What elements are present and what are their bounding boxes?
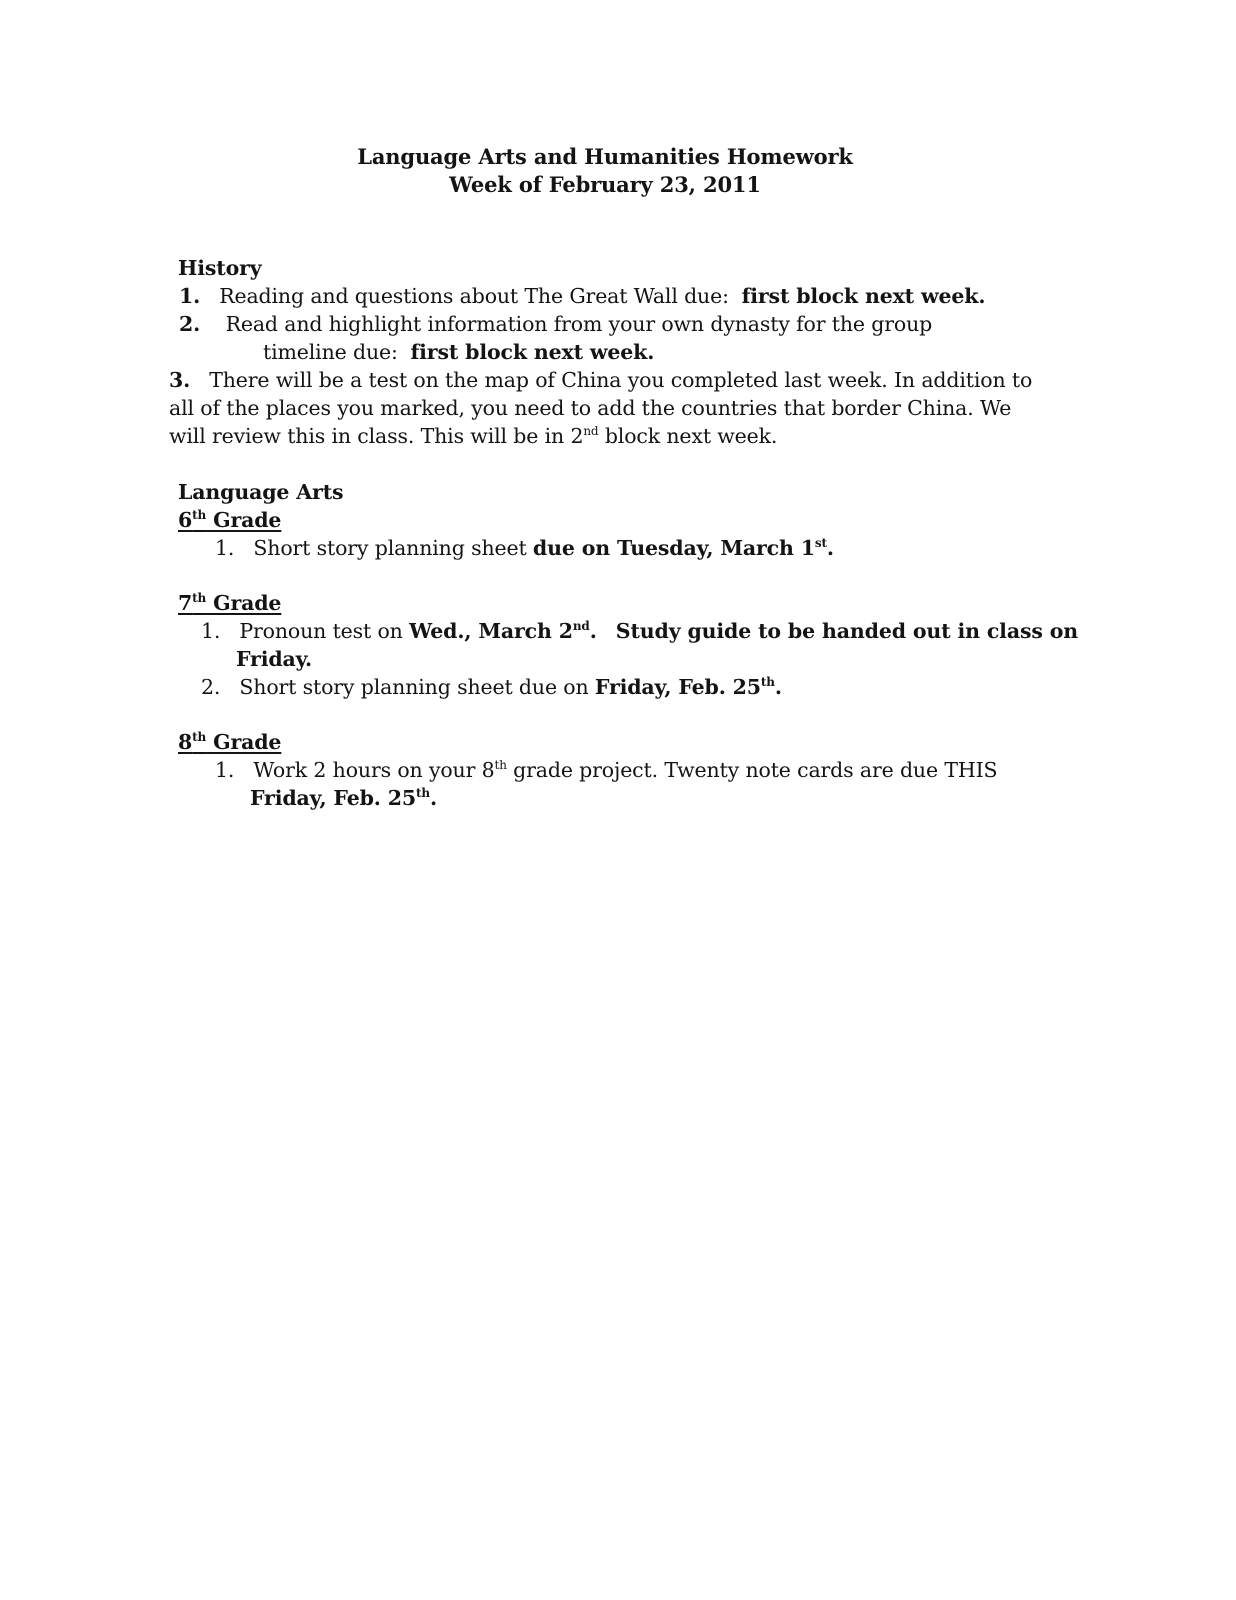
grade-7-item-1-cont: Friday. bbox=[236, 647, 313, 671]
history-item-3-number: 3. bbox=[169, 368, 191, 392]
grade-7-item-1-study-guide: Study guide to be handed out in class on bbox=[615, 619, 1078, 643]
grade-8-heading-text: Grade bbox=[206, 730, 282, 754]
grade-6-item-1-due bbox=[533, 536, 834, 560]
grade-7-item-2 bbox=[201, 673, 782, 701]
grade-7-item-2-end: . bbox=[774, 675, 782, 699]
grade-6-heading-sup: th bbox=[192, 508, 207, 522]
history-item-2-cont bbox=[263, 338, 654, 366]
grade-7-item-1 bbox=[201, 617, 1078, 645]
history-item-2-due: first block next week. bbox=[410, 340, 655, 364]
history-item-3-sup: nd bbox=[583, 424, 599, 438]
history-item-3-line-1: There will be a test on the map of China you completed last week. In addition to bbox=[209, 368, 1033, 392]
history-item-2-text: Read and highlight information from your own dynasty for the group bbox=[225, 312, 933, 336]
grade-7-item-2-sup: th bbox=[760, 675, 775, 689]
grade-7-item-1-number: 1. bbox=[201, 619, 221, 643]
history-item-1-number: 1. bbox=[179, 284, 201, 308]
history-item-2-number: 2. bbox=[179, 312, 201, 336]
history-item-3-line-3-text: will review this in class. This will be in 2 bbox=[169, 424, 584, 448]
grade-8-item-1-sup: th bbox=[494, 758, 507, 772]
grade-7-item-1-date bbox=[409, 619, 597, 643]
grade-6-item-1-due-text: due on Tuesday, March 1 bbox=[532, 536, 815, 560]
grade-8-item-1-text-end: grade project. Twenty note cards are due THIS bbox=[506, 758, 998, 782]
history-item-1-due: first block next week. bbox=[741, 284, 986, 308]
grade-8-item-1-number: 1. bbox=[215, 758, 235, 782]
history-item-1 bbox=[179, 282, 985, 310]
grade-7-heading-sup: th bbox=[192, 591, 207, 605]
grade-7-heading-text: Grade bbox=[206, 591, 282, 615]
grade-8-item-1-cont bbox=[250, 784, 437, 812]
history-item-2-text-cont: timeline due: bbox=[263, 340, 398, 364]
document-subtitle: Week of February 23, 2011 bbox=[449, 172, 761, 197]
grade-8-item-1-due-end: . bbox=[429, 786, 437, 810]
grade-6-item-1 bbox=[215, 534, 834, 562]
history-item-3 bbox=[169, 366, 1032, 394]
grade-8-heading bbox=[178, 728, 281, 756]
grade-8-item-1-due-text: Friday, Feb. 25 bbox=[250, 786, 416, 810]
history-item-3-line-2: all of the places you marked, you need to add the countries that border China. We bbox=[169, 396, 1012, 420]
grade-7-item-2-text: Short story planning sheet due on bbox=[239, 675, 595, 699]
language-arts-heading: Language Arts bbox=[178, 480, 344, 504]
grade-6-heading-number: 6 bbox=[178, 508, 193, 532]
grade-8-heading-number: 8 bbox=[178, 730, 193, 754]
grade-6-item-1-text: Short story planning sheet bbox=[253, 536, 533, 560]
grade-6-heading-text: Grade bbox=[206, 508, 282, 532]
grade-7-item-1-date-text: Wed., March 2 bbox=[409, 619, 573, 643]
grade-7-item-1-date-end: . bbox=[589, 619, 597, 643]
grade-7-item-1-text: Pronoun test on bbox=[239, 619, 410, 643]
grade-8-item-1-text: Work 2 hours on your 8 bbox=[253, 758, 495, 782]
history-item-3-line-3 bbox=[169, 422, 777, 450]
grade-8-heading-sup: th bbox=[192, 730, 207, 744]
grade-7-heading-number: 7 bbox=[178, 591, 193, 615]
grade-7-item-2-number: 2. bbox=[201, 675, 221, 699]
history-item-2 bbox=[179, 310, 932, 338]
history-item-3-line-3-end: block next week. bbox=[598, 424, 778, 448]
grade-6-item-1-number: 1. bbox=[215, 536, 235, 560]
grade-7-heading bbox=[178, 589, 281, 617]
grade-6-item-1-end: . bbox=[826, 536, 834, 560]
grade-7-item-2-due bbox=[595, 675, 782, 699]
grade-7-item-2-due-text: Friday, Feb. 25 bbox=[594, 675, 761, 699]
grade-8-item-1 bbox=[215, 756, 997, 784]
grade-6-heading bbox=[178, 506, 281, 534]
grade-6-item-1-sup: st bbox=[814, 536, 827, 550]
document-title: Language Arts and Humanities Homework bbox=[357, 144, 853, 169]
grade-8-item-1-due-sup: th bbox=[415, 786, 430, 800]
grade-7-item-1-sup: nd bbox=[572, 619, 590, 633]
history-heading: History bbox=[178, 256, 262, 280]
history-item-1-text: Reading and questions about The Great Wall due: bbox=[219, 284, 729, 308]
